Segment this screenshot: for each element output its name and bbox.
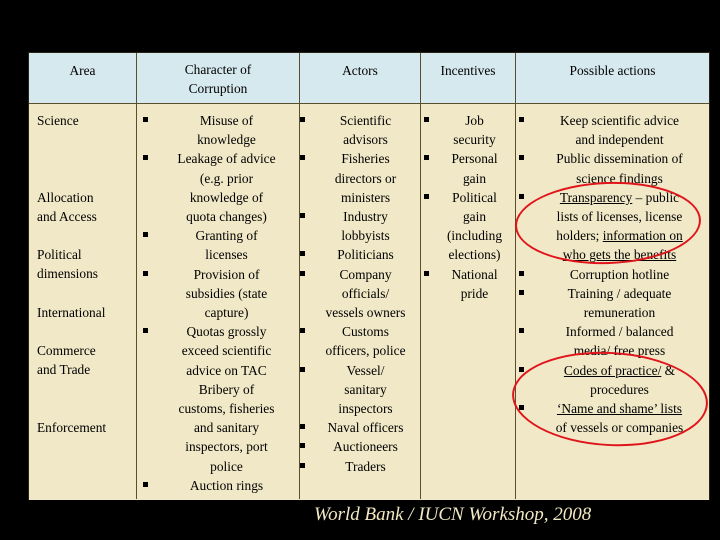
area-label: and Trade — [37, 362, 91, 378]
bullet-line: sanitary — [344, 381, 387, 397]
header-incentives: Incentives — [440, 63, 496, 78]
actors-list — [299, 111, 419, 476]
bullet-item — [299, 265, 419, 323]
action-line: science findings — [576, 170, 663, 186]
bullet-item — [299, 207, 419, 245]
area-allocation — [37, 188, 137, 226]
bullet-line: knowledge of — [189, 189, 264, 205]
bullet-line: vessels owners — [325, 305, 406, 321]
bullet-line: pride — [460, 285, 489, 301]
bullet-line: (including — [446, 228, 503, 244]
footer-credit: World Bank / IUCN Workshop, 2008 — [314, 504, 592, 525]
bullet-line: Politicians — [337, 247, 394, 263]
area-label: Commerce — [37, 343, 96, 358]
area-enforcement — [37, 418, 137, 437]
area-label: Science — [37, 113, 79, 128]
action-line: media/ free press — [573, 343, 666, 359]
bullet-item — [142, 476, 298, 495]
actors-column — [299, 111, 419, 476]
bullet-line: Customs — [342, 324, 389, 340]
action-text: Codes of practice/ — [563, 362, 662, 378]
bullet-line: Personal — [451, 151, 498, 167]
action-line: remuneration — [583, 305, 656, 321]
action-line: Keep scientific advice — [560, 113, 679, 128]
bullet-item — [299, 322, 419, 360]
bullet-line: advice on TAC — [186, 362, 267, 378]
bullet-line: Scientific — [339, 113, 392, 128]
header-character-line: Corruption — [188, 81, 248, 97]
bullet-line: licenses — [205, 247, 248, 263]
bullet-item — [299, 111, 419, 149]
bullet-line: Political — [452, 189, 497, 205]
bullet-line: Fisheries — [341, 151, 390, 167]
bullet-line: Naval officers — [327, 420, 404, 436]
bullet-line: gain — [462, 170, 487, 186]
column-divider — [515, 53, 516, 499]
transparency-text: Transparency — [559, 189, 633, 205]
bullet-line: Company — [339, 266, 392, 282]
action-line: Training / adequate — [567, 285, 672, 301]
bullet-line: officials/ — [341, 285, 390, 301]
bullet-item — [142, 265, 298, 323]
bullet-line: security — [453, 132, 496, 148]
action-line: procedures — [590, 381, 649, 397]
action-line: ‘Name and shame’ lists — [556, 401, 683, 417]
action-line: of vessels or companies — [555, 420, 684, 436]
bullet-item — [423, 149, 513, 187]
bullet-line: Industry — [343, 209, 388, 225]
area-label: Enforcement — [37, 420, 107, 435]
bullet-line: Misuse of — [199, 113, 254, 128]
area-commerce — [37, 341, 137, 379]
bullet-item — [423, 265, 513, 303]
area-label: and Access — [37, 209, 97, 225]
incentives-list — [423, 111, 513, 303]
bullet-line: Bribery of — [198, 381, 255, 397]
bullet-line: officers, police — [325, 343, 406, 359]
bullet-line: knowledge — [197, 132, 256, 148]
bullet-line: capture) — [204, 305, 249, 321]
bullet-line: and sanitary — [193, 420, 260, 436]
bullet-line: Leakage of advice — [177, 151, 276, 167]
header-character — [137, 60, 299, 98]
bullet-line: Provision of — [193, 266, 260, 282]
bullet-line: Quotas grossly — [186, 324, 267, 340]
bullet-item — [299, 149, 419, 207]
bullet-line: (e.g. prior — [199, 170, 254, 186]
bullet-line: elections) — [448, 247, 501, 263]
action-item — [518, 284, 708, 322]
bullet-item — [299, 457, 419, 476]
action-line: Public dissemination of — [556, 151, 683, 167]
bullet-item — [299, 245, 419, 264]
bullet-line: Auction rings — [189, 477, 264, 493]
action-line: Corruption hotline — [569, 266, 670, 282]
bullet-line: ministers — [340, 189, 391, 205]
character-column — [142, 111, 298, 495]
bullet-line: National — [451, 266, 498, 282]
area-label: Allocation — [37, 190, 94, 205]
action-text: – public — [632, 189, 680, 205]
area-label: International — [37, 305, 106, 320]
bullet-line: advisors — [343, 132, 388, 148]
action-line: Informed / balanced — [565, 324, 674, 340]
bullet-line: directors or — [334, 170, 397, 186]
bullet-item — [142, 226, 298, 264]
bullet-line: customs, fisheries — [178, 401, 275, 417]
bullet-line: Job — [465, 113, 484, 128]
action-line: lists of licenses, license — [556, 209, 683, 225]
bullet-item — [299, 418, 419, 437]
action-text: & — [661, 362, 676, 378]
bullet-line: Vessel/ — [346, 362, 385, 378]
bullet-item — [299, 437, 419, 456]
header-character-line: Character of — [184, 62, 252, 77]
bullet-item — [142, 322, 298, 476]
column-divider — [420, 53, 421, 499]
bullet-line: Traders — [345, 458, 386, 474]
header-area: Area — [69, 63, 96, 78]
bullet-line: gain — [462, 209, 487, 225]
action-text: holders; — [556, 228, 603, 244]
bullet-line: lobbyists — [341, 228, 390, 244]
bullet-item — [299, 361, 419, 419]
bullet-line: police — [210, 458, 243, 474]
bullet-item — [423, 111, 513, 149]
bullet-line: quota changes) — [186, 209, 267, 225]
action-line: who gets the benefits — [562, 247, 677, 263]
header-possible-actions: Possible actions — [569, 63, 656, 78]
bullet-item — [142, 111, 298, 149]
character-list — [142, 111, 298, 495]
bullet-line: Auctioneers — [333, 439, 398, 455]
bullet-line: inspectors — [338, 401, 393, 417]
area-international — [37, 303, 137, 322]
bullet-line: exceed scientific — [181, 343, 272, 359]
action-text: information on — [602, 228, 683, 244]
area-label: Political — [37, 247, 82, 262]
bullet-line: subsidies (state — [185, 285, 268, 301]
header-actors: Actors — [342, 63, 378, 78]
action-item — [518, 265, 708, 284]
action-item — [518, 111, 708, 149]
area-political — [37, 245, 137, 283]
bullet-item — [423, 188, 513, 265]
incentives-column — [423, 111, 513, 303]
bullet-item — [142, 149, 298, 226]
bullet-line: inspectors, port — [185, 439, 268, 455]
action-line: and independent — [575, 132, 664, 148]
area-label: dimensions — [37, 266, 99, 282]
area-science — [37, 111, 137, 130]
bullet-line: Granting of — [195, 228, 258, 244]
